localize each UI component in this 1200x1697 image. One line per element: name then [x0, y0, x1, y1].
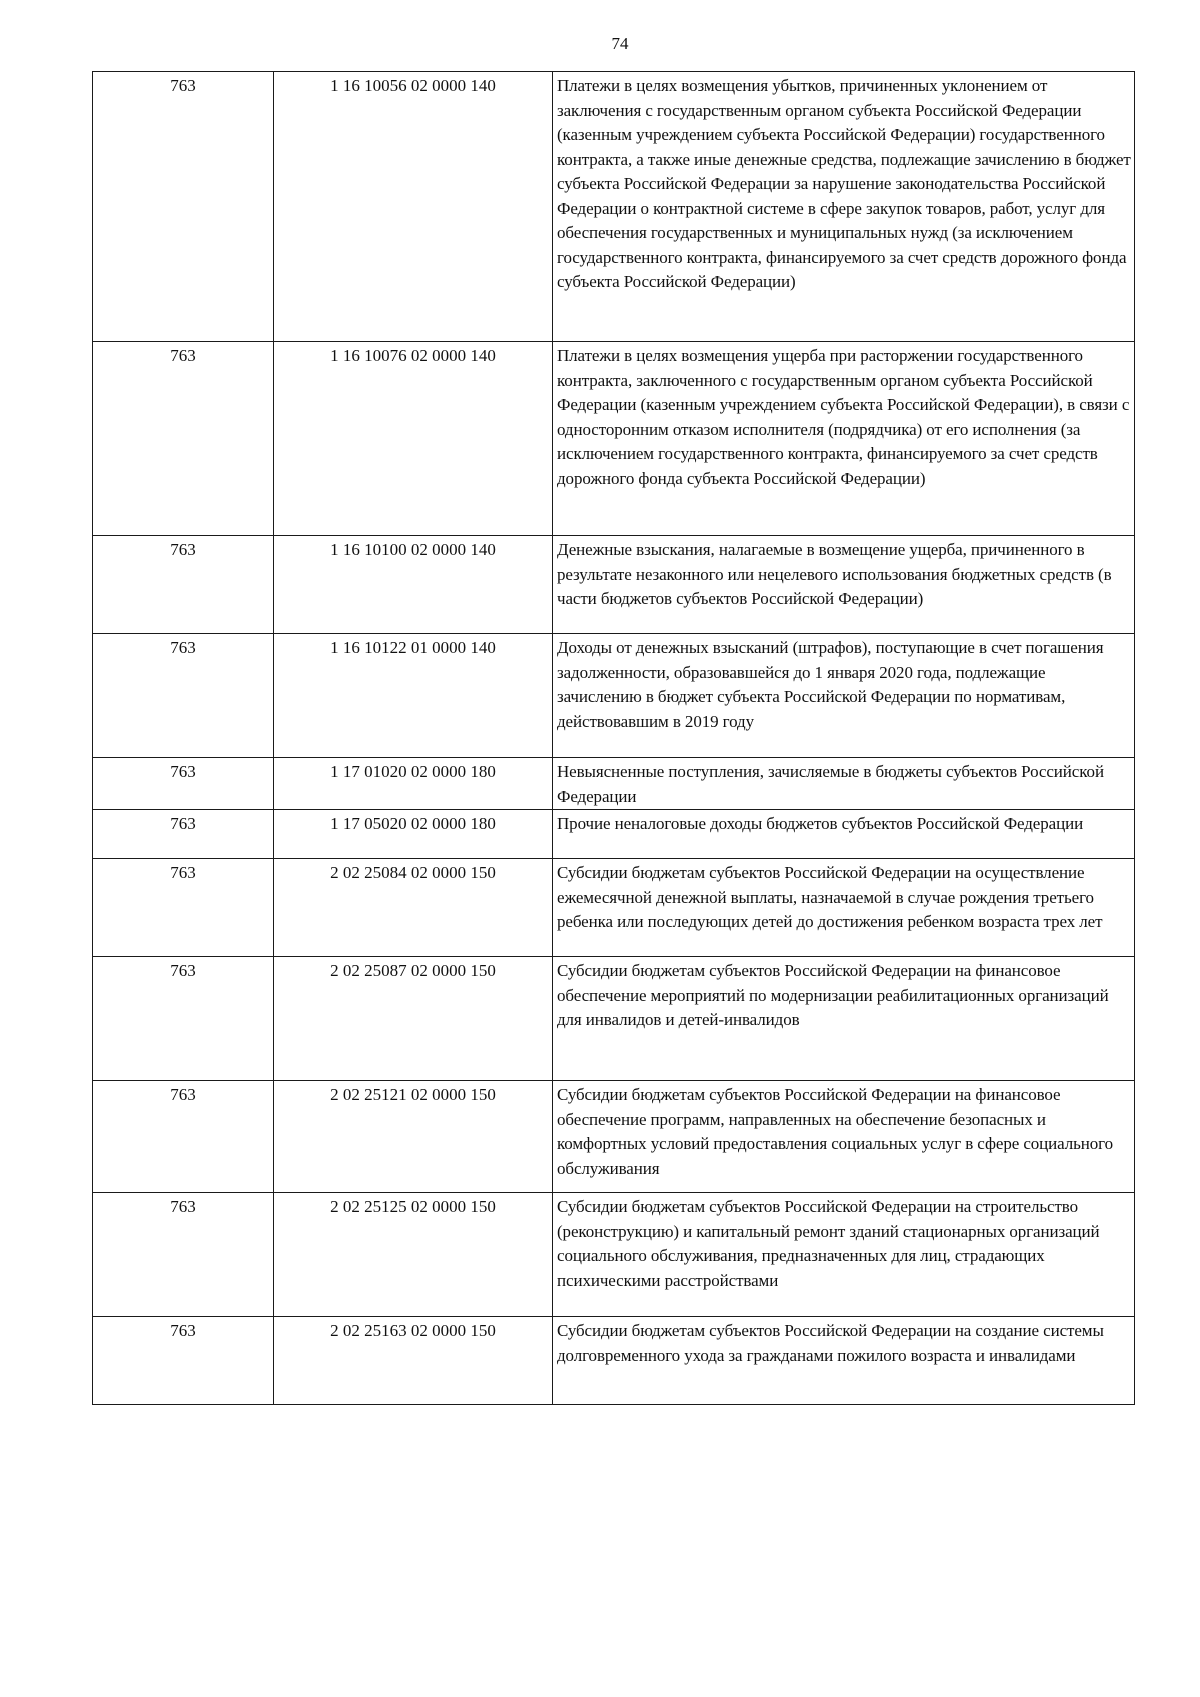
table-row [93, 634, 1135, 758]
revenue-codes-table [92, 71, 1135, 1405]
revenue-code-cell: 2 02 25125 02 0000 150 [274, 1193, 553, 1317]
revenue-code-cell: 1 16 10100 02 0000 140 [274, 536, 553, 634]
admin-code-cell: 763 [93, 536, 274, 634]
description-cell: Доходы от денежных взысканий (штрафов), поступающие в счет погашения задолженности, образовавшейся до 1 января 2020 года, подлежащие зачислению в бюджет субъекта Российской Федерации по нормативам, действовавшим в 2019 году [553, 634, 1135, 758]
page-number: 74 [611, 34, 629, 53]
description-cell: Платежи в целях возмещения ущерба при расторжении государственного контракта, заключенного с государственным органом субъекта Российской Федерации (казенным учреждением субъекта Российской Федерации), в связи с односторонним отказом исполнителя (подрядчика) от его исполнения (за исключением государственного контракта, финансируемого за счет средств дорожного фонда субъекта Российской Федерации) [553, 342, 1135, 536]
revenue-code-cell: 2 02 25087 02 0000 150 [274, 957, 553, 1081]
table-row [93, 1193, 1135, 1317]
revenue-code-cell: 2 02 25084 02 0000 150 [274, 859, 553, 957]
table-row [93, 1317, 1135, 1405]
description-cell: Невыясненные поступления, зачисляемые в бюджеты субъектов Российской Федерации [553, 758, 1135, 810]
revenue-code-cell: 2 02 25121 02 0000 150 [274, 1081, 553, 1193]
admin-code-cell: 763 [93, 957, 274, 1081]
table-row [93, 72, 1135, 342]
description-cell: Платежи в целях возмещения убытков, причиненных уклонением от заключения с государственным органом субъекта Российской Федерации (казенным учреждением субъекта Российской Федерации) государственного контракта, а также иные денежные средства, подлежащие зачислению в бюджет субъекта Российской Федерации за нарушение законодательства Российской Федерации о контрактной системе в сфере закупок товаров, работ, услуг для обеспечения государственных и муниципальных нужд (за исключением государственного контракта, финансируемого за счет средств дорожного фонда субъекта Российской Федерации) [553, 72, 1135, 342]
table-row [93, 758, 1135, 810]
revenue-code-cell: 1 16 10076 02 0000 140 [274, 342, 553, 536]
revenue-code-cell: 1 16 10122 01 0000 140 [274, 634, 553, 758]
admin-code-cell: 763 [93, 1317, 274, 1405]
revenue-code-cell: 2 02 25163 02 0000 150 [274, 1317, 553, 1405]
table-row [93, 859, 1135, 957]
description-cell: Прочие неналоговые доходы бюджетов субъектов Российской Федерации [553, 810, 1135, 859]
table-row [93, 810, 1135, 859]
admin-code-cell: 763 [93, 859, 274, 957]
description-cell: Субсидии бюджетам субъектов Российской Федерации на финансовое обеспечение мероприятий по модернизации реабилитационных организаций для инвалидов и детей-инвалидов [553, 957, 1135, 1081]
description-cell: Субсидии бюджетам субъектов Российской Федерации на осуществление ежемесячной денежной выплаты, назначаемой в случае рождения третьего ребенка или последующих детей до достижения ребенком возраста трех лет [553, 859, 1135, 957]
admin-code-cell: 763 [93, 758, 274, 810]
revenue-code-cell: 1 16 10056 02 0000 140 [274, 72, 553, 342]
revenue-code-cell: 1 17 01020 02 0000 180 [274, 758, 553, 810]
admin-code-cell: 763 [93, 634, 274, 758]
revenue-code-cell: 1 17 05020 02 0000 180 [274, 810, 553, 859]
description-cell: Субсидии бюджетам субъектов Российской Федерации на строительство (реконструкцию) и капитальный ремонт зданий стационарных организаций социального обслуживания, предназначенных для лиц, страдающих психическими расстройствами [553, 1193, 1135, 1317]
admin-code-cell: 763 [93, 72, 274, 342]
admin-code-cell: 763 [93, 1081, 274, 1193]
description-cell: Субсидии бюджетам субъектов Российской Федерации на финансовое обеспечение программ, направленных на обеспечение безопасных и комфортных условий предоставления социальных услуг в сфере социального обслуживания [553, 1081, 1135, 1193]
table-row [93, 342, 1135, 536]
table-row [93, 1081, 1135, 1193]
admin-code-cell: 763 [93, 1193, 274, 1317]
description-cell: Денежные взыскания, налагаемые в возмещение ущерба, причиненного в результате незаконного или нецелевого использования бюджетных средств (в части бюджетов субъектов Российской Федерации) [553, 536, 1135, 634]
description-cell: Субсидии бюджетам субъектов Российской Федерации на создание системы долговременного ухода за гражданами пожилого возраста и инвалидами [553, 1317, 1135, 1405]
admin-code-cell: 763 [93, 810, 274, 859]
table-row [93, 536, 1135, 634]
table-row [93, 957, 1135, 1081]
admin-code-cell: 763 [93, 342, 274, 536]
